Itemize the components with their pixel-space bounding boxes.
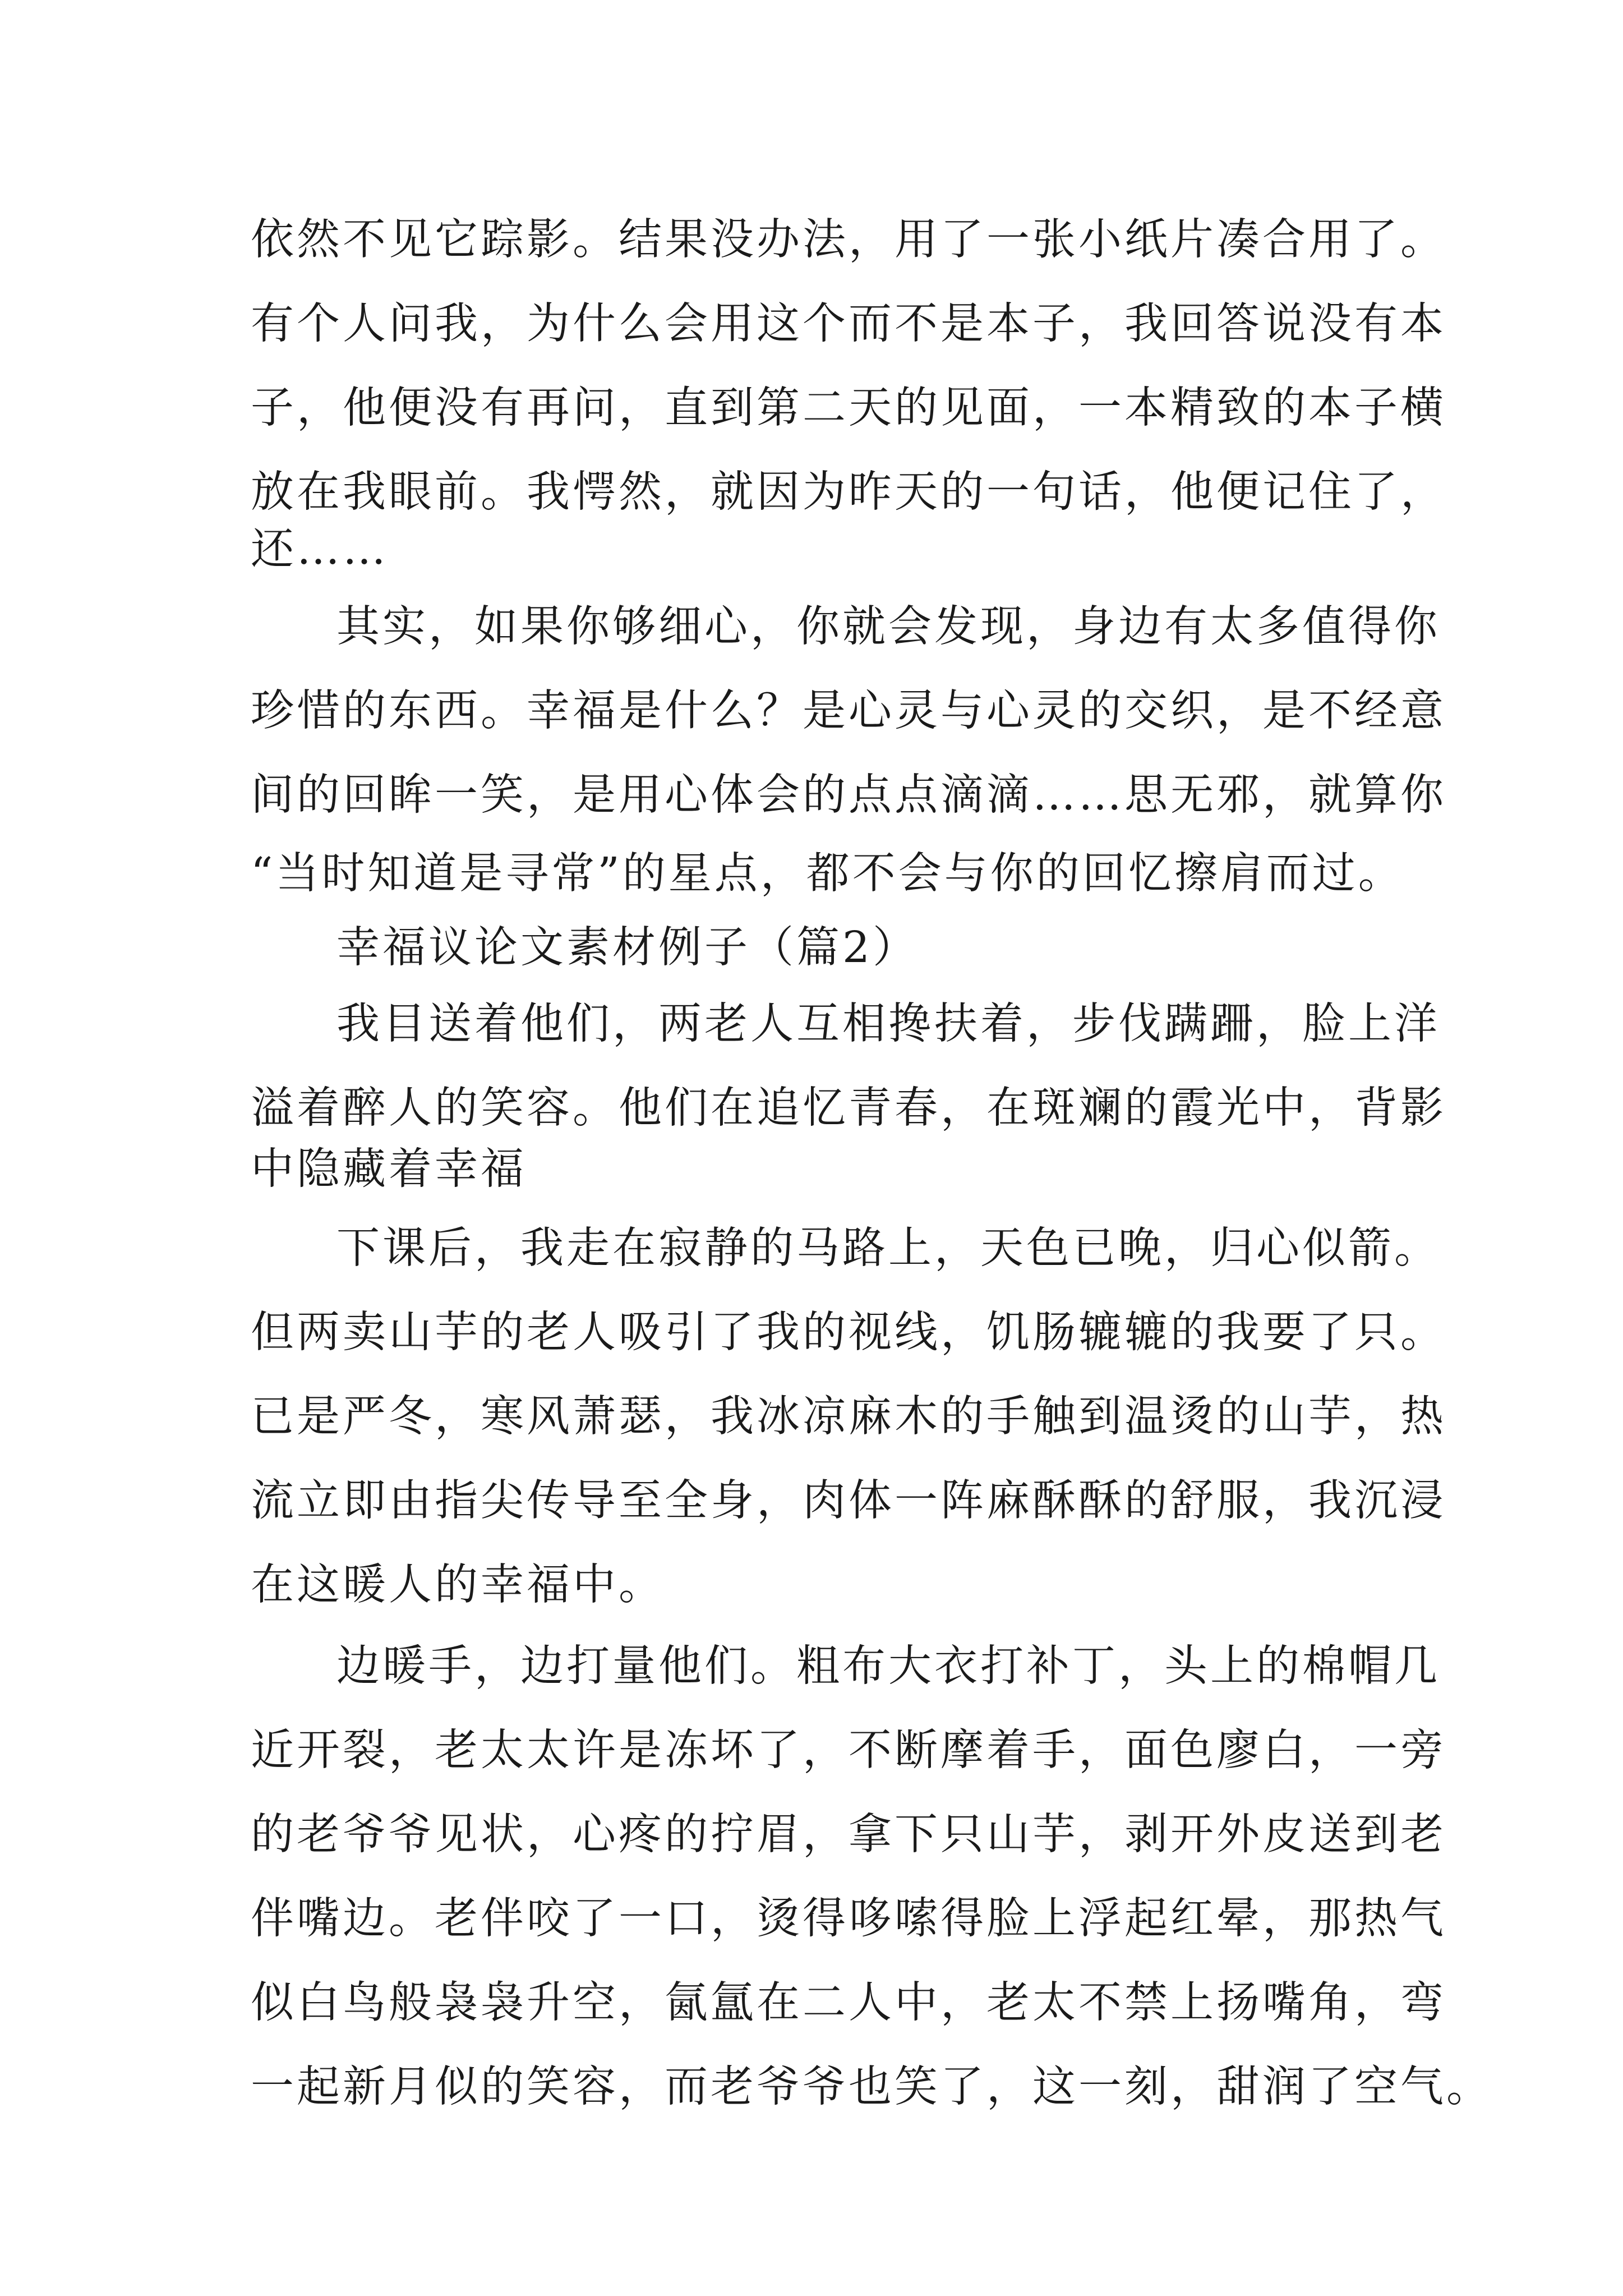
section-heading: 幸福议论文素材例子（篇2） [336,923,919,973]
text-line: 其实，如果你够细心，你就会发现，身边有太多值得你 [336,602,1440,652]
text-line: 一起新月似的笑容，而老爷爷也笑了，这一刻，甜润了空气。 [251,2062,1492,2112]
text-line: 放在我眼前。我愕然，就因为昨天的一句话，他便记住了， [251,467,1446,517]
text-line: 边暖手，边打量他们。粗布大衣打补丁，头上的棉帽几 [336,1641,1440,1691]
text-line: 流立即由指尖传导至全身，肉体一阵麻酥酥的舒服，我沉浸 [251,1476,1446,1526]
text-line: 已是严冬，寒风萧瑟，我冰凉麻木的手触到温烫的山芋，热 [251,1392,1446,1442]
text-line: “当时知道是寻常”的星点，都不会与你的回忆擦肩而过。 [251,849,1404,899]
text-line: 间的回眸一笑，是用心体会的点点滴滴……思无邪，就算你 [251,770,1446,820]
text-line: 珍惜的东西。幸福是什么？是心灵与心灵的交织，是不经意 [251,686,1446,736]
text-line: 似白鸟般袅袅升空，氤氲在二人中，老太不禁上扬嘴角，弯 [251,1978,1446,2028]
text-line: 中隐藏着幸福 [251,1144,527,1194]
text-line: 我目送着他们，两老人互相搀扶着，步伐蹒跚，脸上洋 [336,999,1440,1049]
text-line: 溢着醉人的笑容。他们在追忆青春，在斑斓的霞光中，背影 [251,1083,1446,1133]
text-line: 还…… [251,524,389,574]
text-line: 有个人问我，为什么会用这个而不是本子，我回答说没有本 [251,299,1446,349]
text-line: 伴嘴边。老伴咬了一口，烫得哆嗦得脸上浮起红晕，那热气 [251,1894,1446,1944]
text-line: 下课后，我走在寂静的马路上，天色已晚，归心似箭。 [336,1223,1440,1273]
text-line: 依然不见它踪影。结果没办法，用了一张小纸片凑合用了。 [251,215,1446,265]
text-line: 在这暖人的幸福中。 [251,1560,665,1610]
text-line: 近开裂，老太太许是冻坏了，不断摩着手，面色廖白，一旁 [251,1726,1446,1775]
text-line: 子，他便没有再问，直到第二天的见面，一本精致的本子横 [251,383,1446,433]
text-line: 但两卖山芋的老人吸引了我的视线，饥肠辘辘的我要了只。 [251,1308,1446,1358]
text-line: 的老爷爷见状，心疼的拧眉，拿下只山芋，剥开外皮送到老 [251,1810,1446,1860]
